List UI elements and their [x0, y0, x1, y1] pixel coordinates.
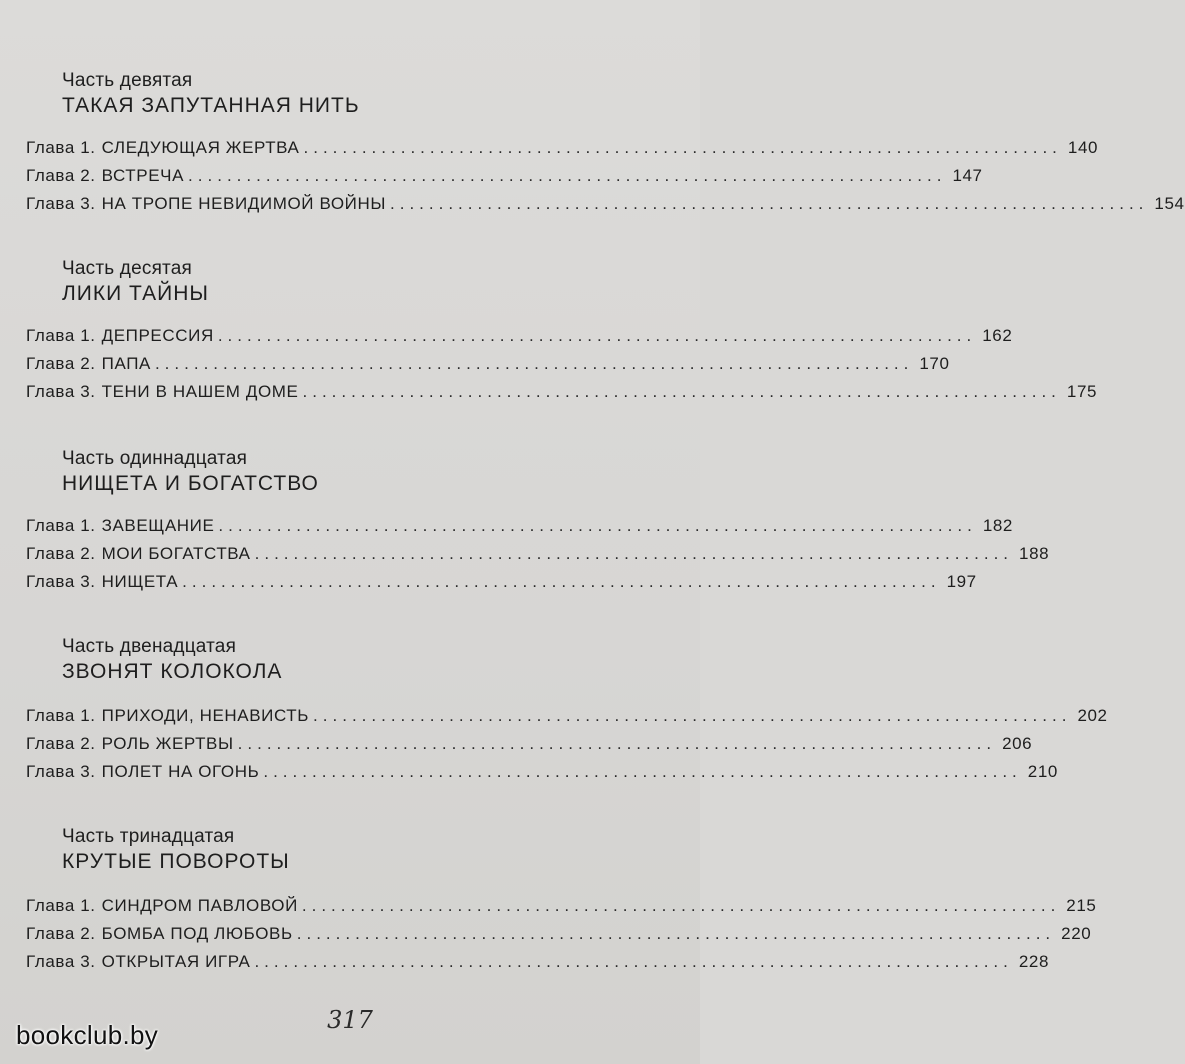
chapter-page: 188	[1019, 544, 1050, 563]
toc-entry	[26, 572, 977, 598]
part-title: ТАКАЯ ЗАПУТАННАЯ НИТЬ	[62, 94, 360, 117]
chapter-number: Глава 2.	[26, 544, 96, 563]
watermark: bookclub.by	[16, 1020, 159, 1050]
chapter-page: 175	[1066, 382, 1098, 401]
chapter-number: Глава 1.	[26, 516, 96, 535]
part-label: Часть тринадцатая	[62, 826, 235, 847]
part-title: ЗВОНЯТ КОЛОКОЛА	[62, 660, 283, 683]
dot-leader: ..............................................................................	[303, 138, 1062, 157]
chapter-page: 220	[1061, 924, 1092, 943]
chapter-title: ЗАВЕЩАНИЕ	[101, 516, 215, 535]
chapter-number: Глава 3.	[26, 382, 96, 401]
chapter-title: ДЕПРЕССИЯ	[101, 326, 214, 345]
chapter-number: Глава 3.	[26, 572, 96, 591]
dot-leader: ..............................................................................	[217, 326, 977, 345]
chapter-page: 206	[1002, 734, 1033, 753]
dot-leader: ..............................................................................	[218, 516, 977, 535]
dot-leader: ..............................................................................	[296, 924, 1056, 943]
toc-entry	[26, 516, 1013, 542]
chapter-number: Глава 2.	[26, 354, 96, 373]
part-label: Часть десятая	[62, 258, 192, 279]
dot-leader: ..............................................................................	[154, 354, 914, 373]
chapter-number: Глава 1.	[26, 706, 96, 725]
chapter-number: Глава 2.	[26, 166, 96, 185]
chapter-page: 182	[982, 516, 1013, 535]
part-label: Часть девятая	[62, 70, 193, 91]
chapter-number: Глава 1.	[26, 138, 96, 157]
dot-leader: ..............................................................................	[390, 194, 1149, 213]
page-number: 317	[327, 1006, 373, 1034]
chapter-title: БОМБА ПОД ЛЮБОВЬ	[101, 924, 293, 943]
chapter-page: 215	[1066, 896, 1097, 915]
chapter-number: Глава 3.	[26, 952, 96, 971]
chapter-title: ПОЛЕТ НА ОГОНЬ	[101, 762, 260, 781]
chapter-number: Глава 3.	[26, 762, 96, 781]
chapter-title: ТЕНИ В НАШЕМ ДОМЕ	[101, 382, 299, 401]
chapter-page: 140	[1067, 138, 1099, 157]
chapter-page: 202	[1077, 706, 1108, 725]
chapter-title: ПАПА	[101, 354, 151, 373]
dot-leader: ..............................................................................	[188, 166, 947, 185]
chapter-number: Глава 2.	[26, 734, 96, 753]
chapter-number: Глава 3.	[26, 194, 96, 213]
toc-entry	[26, 138, 1099, 164]
dot-leader: ..............................................................................	[302, 382, 1061, 401]
chapter-page: 210	[1027, 762, 1058, 781]
dot-leader: ..............................................................................	[254, 544, 1014, 563]
chapter-page: 228	[1018, 952, 1050, 971]
dot-leader: ..............................................................................	[254, 952, 1013, 971]
part-title: НИЩЕТА И БОГАТСТВО	[62, 472, 319, 495]
chapter-number: Глава 2.	[26, 924, 96, 943]
toc-entry	[26, 924, 1092, 950]
chapter-page: 154	[1154, 194, 1185, 213]
part-label: Часть двенадцатая	[62, 636, 237, 657]
chapter-title: ПРИХОДИ, НЕНАВИСТЬ	[101, 706, 310, 725]
toc-entry	[26, 354, 950, 380]
chapter-title: НИЩЕТА	[101, 572, 179, 591]
chapter-title: ВСТРЕЧА	[101, 166, 185, 185]
toc-entry	[26, 896, 1097, 922]
chapter-page: 147	[952, 166, 983, 185]
toc-entry	[26, 734, 1033, 760]
chapter-title: МОИ БОГАТСТВА	[101, 544, 251, 563]
part-title: ЛИКИ ТАЙНЫ	[62, 282, 210, 305]
chapter-title: ОТКРЫТАЯ ИГРА	[101, 952, 251, 971]
chapter-title: НА ТРОПЕ НЕВИДИМОЙ ВОЙНЫ	[101, 194, 386, 213]
toc-entry	[26, 952, 1050, 978]
chapter-page: 197	[946, 572, 977, 591]
toc-entry	[26, 194, 1185, 220]
dot-leader: ..............................................................................	[182, 572, 941, 591]
chapter-page: 162	[982, 326, 1013, 345]
chapter-title: СЛЕДУЮЩАЯ ЖЕРТВА	[101, 138, 300, 157]
toc-entry	[26, 326, 1013, 352]
chapter-number: Глава 1.	[26, 896, 96, 915]
part-title: КРУТЫЕ ПОВОРОТЫ	[62, 850, 290, 873]
chapter-page: 170	[919, 354, 950, 373]
dot-leader: ..............................................................................	[313, 706, 1072, 725]
toc-entry	[26, 382, 1098, 408]
dot-leader: ..............................................................................	[263, 762, 1022, 781]
dot-leader: ..............................................................................	[237, 734, 997, 753]
chapter-title: СИНДРОМ ПАВЛОВОЙ	[101, 896, 298, 915]
toc-entry	[26, 544, 1050, 570]
toc-entry	[26, 762, 1058, 788]
dot-leader: ..............................................................................	[301, 896, 1061, 915]
toc-entry	[26, 166, 983, 192]
chapter-number: Глава 1.	[26, 326, 96, 345]
chapter-title: РОЛЬ ЖЕРТВЫ	[101, 734, 234, 753]
toc-entry	[26, 706, 1108, 732]
part-label: Часть одиннадцатая	[62, 448, 248, 469]
